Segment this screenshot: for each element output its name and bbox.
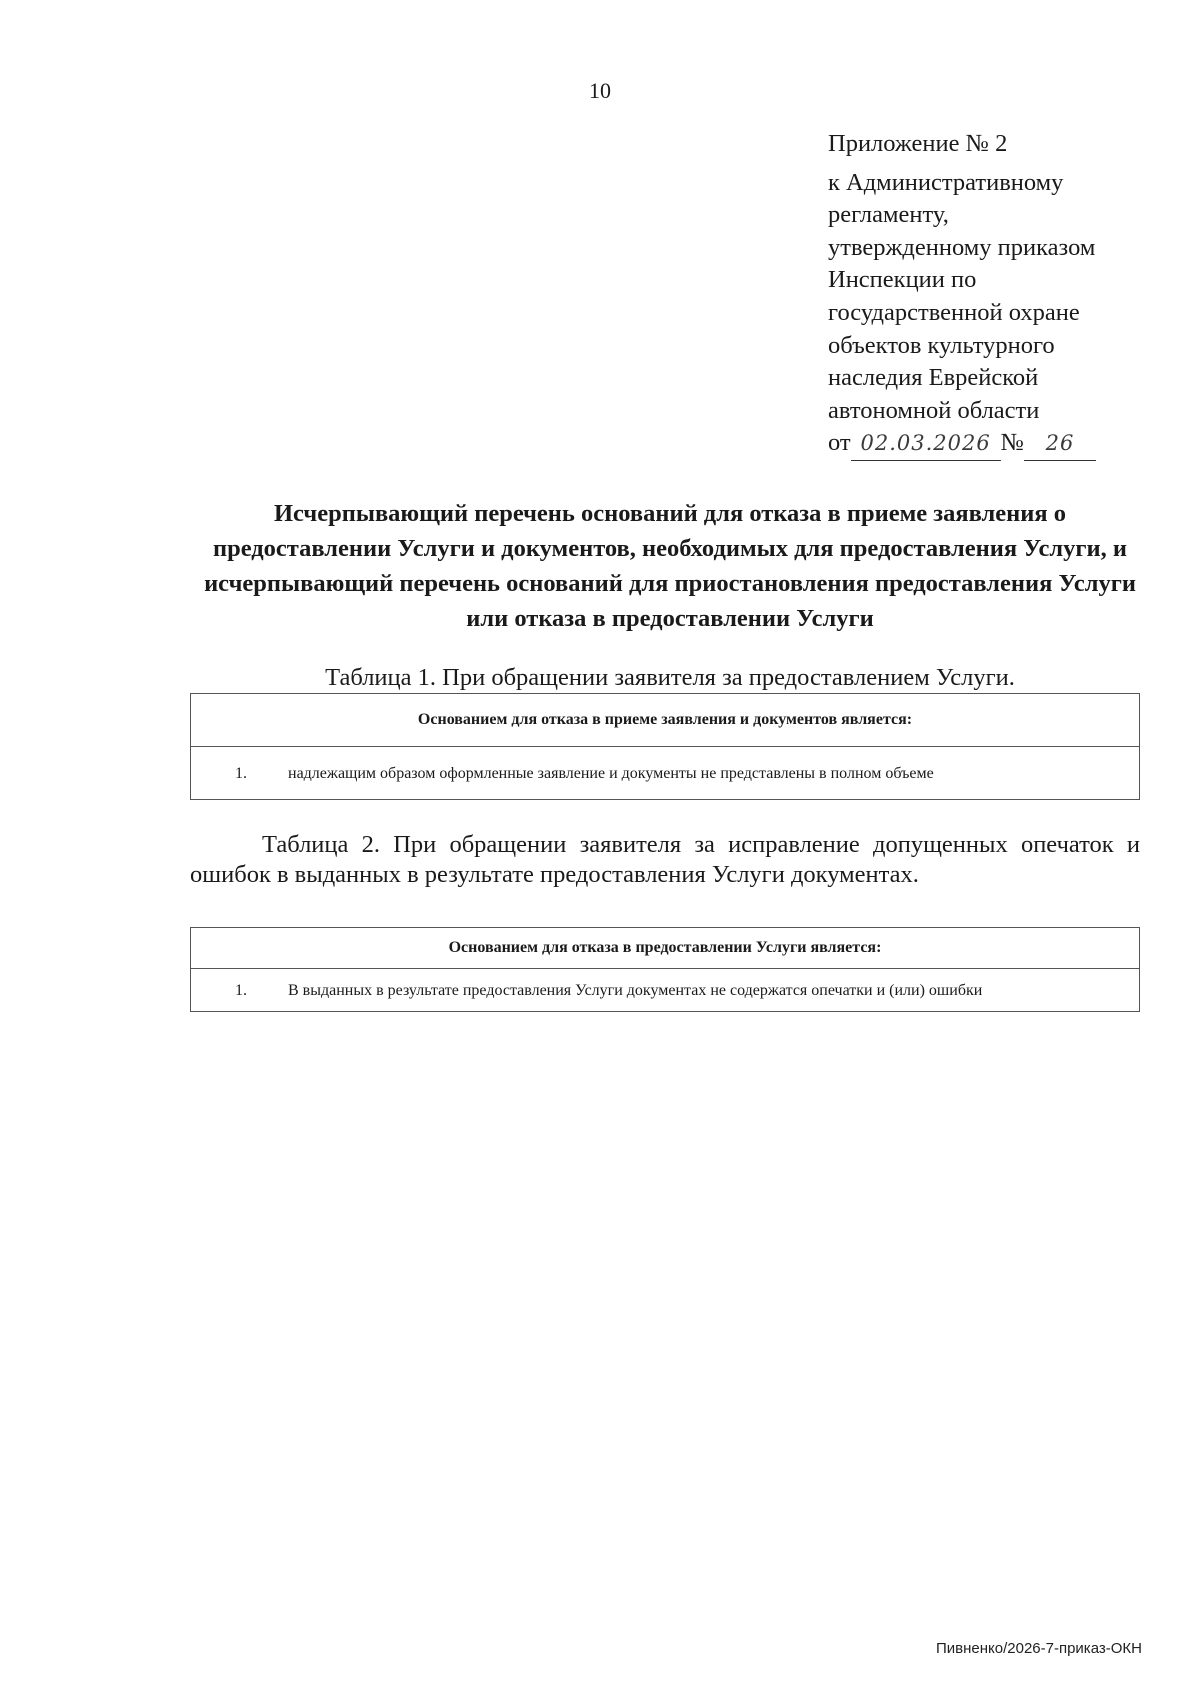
table2-row-content bbox=[192, 981, 1138, 1000]
handwritten-date: 02.03.2026 bbox=[851, 427, 1001, 461]
table1-row-content bbox=[192, 764, 1138, 783]
table2 bbox=[190, 927, 1140, 1012]
table2-header: Основанием для отказа в предоставлении Услуги является: bbox=[191, 928, 1140, 969]
appendix-line: утвержденному приказом bbox=[828, 233, 1096, 261]
table1-header: Основанием для отказа в приеме заявления и документов является: bbox=[191, 694, 1140, 747]
table2-row-cell bbox=[191, 969, 1140, 1012]
appendix-title: Приложение № 2 bbox=[828, 130, 1008, 157]
order-date-number-row bbox=[828, 427, 1158, 461]
table1 bbox=[190, 693, 1140, 800]
appendix-line: к Административному bbox=[828, 168, 1064, 196]
appendix-line: автономной области bbox=[828, 396, 1040, 424]
row-number: 1. bbox=[235, 981, 247, 999]
appendix-line: наследия Еврейской bbox=[828, 364, 1039, 392]
table2-caption: Таблица 2. При обращении заявителя за исправление допущенных опечаток и ошибок в выданных в результате предоставления Услуги документах. bbox=[190, 831, 1140, 888]
table-row bbox=[191, 747, 1140, 800]
row-text: надлежащим образом оформленные заявление и документы не представлены в полном объеме bbox=[288, 764, 934, 782]
page-number: 10 bbox=[589, 78, 611, 103]
number-label: № bbox=[1000, 429, 1025, 457]
table1-row-cell bbox=[191, 747, 1140, 800]
from-label: от bbox=[828, 429, 851, 457]
appendix-line: государственной охране bbox=[828, 298, 1080, 326]
row-text: В выданных в результате предоставления Услуги документах не содержатся опечатки и (или) ошибки bbox=[288, 981, 983, 999]
document-title: Исчерпывающий перечень оснований для отказа в приеме заявления о предоставлении Услуги и документов, необходимых для предоставления Услуги, и исчерпывающий перечень оснований для приостановления предоставления Услуги или отказа в предоставлении Услуги bbox=[204, 500, 1136, 632]
appendix-line: объектов культурного bbox=[828, 331, 1055, 359]
table1-caption: Таблица 1. При обращении заявителя за предоставлением Услуги. bbox=[325, 664, 1015, 691]
handwritten-number: 26 bbox=[1024, 427, 1096, 461]
appendix-line: Инспекции по bbox=[828, 266, 977, 294]
appendix-line: регламенту, bbox=[828, 201, 949, 229]
footer-reference: Пивненко/2026-7-приказ-ОКН bbox=[935, 1640, 1142, 1657]
appendix-block bbox=[828, 128, 1158, 461]
table-row bbox=[191, 969, 1140, 1012]
row-number: 1. bbox=[235, 764, 247, 782]
